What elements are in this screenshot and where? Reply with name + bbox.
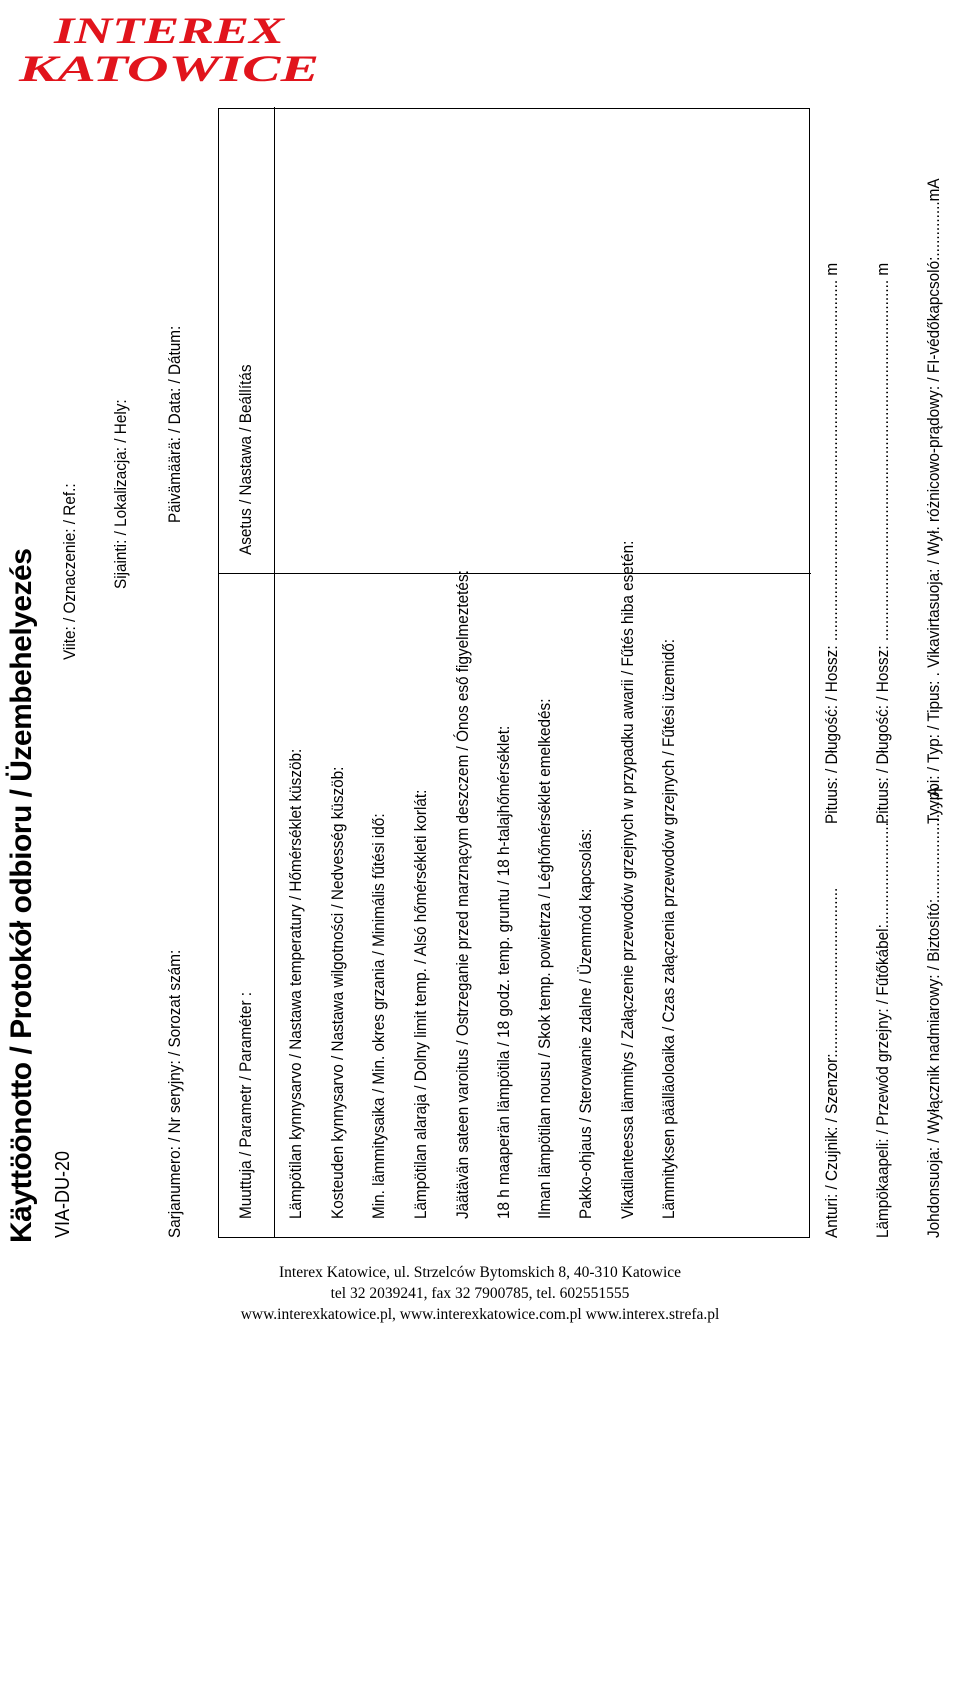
- interex-katowice-logo: [14, 10, 324, 86]
- document-code: VIA-DU-20: [52, 1150, 74, 1238]
- table-row: Jäätävän sateen varoitus / Ostrzeganie przed marznącym deszczem / Ónos eső figyelmeztetés:: [453, 570, 472, 1219]
- ref-label: Viite: / Oznaczenie: / Ref.:: [60, 483, 79, 660]
- rotated-form: [0, 98, 950, 1243]
- table-row: 18 h maaperän lämpötila / 18 godz. temp. gruntu / 18 h-talajhőmérséklet:: [494, 725, 513, 1219]
- footer-websites: www.interexkatowice.pl, www.interexkatowice.com.pl www.interex.strefa.pl: [240, 1306, 720, 1323]
- table-row: Lämpötilan kynnysarvo / Nastawa temperatury / Hőmérséklet küszöb:: [286, 748, 305, 1219]
- footer-address: Interex Katowice, ul. Strzelców Bytomskich 8, 40-310 Katowice: [278, 1264, 682, 1281]
- cable-length-field: Pituus: / Długość: / Hossz: ..................................................................................... m: [873, 262, 892, 824]
- sensor-field: Anturi: / Czujnik: / Szenzor:.......................................: [822, 887, 841, 1238]
- table-row: Min. lämmitysaika / Min. okres grzania / Minimális fűtési idő:: [369, 813, 388, 1219]
- param-header: Muuttuja / Parametr / Paraméter :: [236, 991, 255, 1219]
- table-row: Ilman lämpötilan nousu / Skok temp. powietrza / Léghőmérséklet emelkedés:: [535, 698, 554, 1219]
- table-row: Lämmityksen päälläoloaika / Czas załączenia przewodów grzejnych / Fűtési üzemidő:: [659, 639, 678, 1219]
- table-row: Vikatilanteessa lämmitys / Załączenie przewodów grzejnych w przypadku awarii / Fűtés hiba esetén:: [618, 540, 637, 1219]
- date-label: Päivämäärä: / Data: / Dátum:: [165, 325, 184, 523]
- breaker-field: Johdonsuoja: / Wyłącznik nadmiarowy: / Biztosító:........................A: [924, 786, 943, 1238]
- logo-line-1: INTEREX: [52, 11, 286, 52]
- table-row: Lämpötilan alaraja / Dolny limit temp. / Alsó hőmérsékleti korlát:: [411, 789, 430, 1219]
- setting-header: Asetus / Nastawa / Beállítás: [236, 364, 255, 555]
- page-title: Käyttöönotto / Protokół odbioru / Üzembehelyezés: [5, 548, 38, 1243]
- cable-field: Lämpökaapeli: / Przewód grzejny: / Fűtőkábel:..........................: [873, 813, 892, 1238]
- rcd-field: Tyyppi: / Typ: / Tipus: . Vikavirtasuoja: / Wył. różnicowo-prądowy: / FI-védőkapcsoló:.............mA: [924, 178, 943, 824]
- serial-label: Sarjanumero: / Nr seryjny: / Sorozat szám:: [165, 949, 184, 1238]
- settings-table: [218, 108, 810, 1238]
- company-footer: [0, 1262, 960, 1325]
- logo-line-2: KATOWICE: [17, 49, 320, 86]
- sensor-length-field: Pituus: / Długość: / Hossz: ..................................................................................... m: [822, 262, 841, 824]
- footer-phones: tel 32 2039241, fax 32 7900785, tel. 602551555: [330, 1285, 630, 1302]
- table-row: Kosteuden kynnysarvo / Nastawa wilgotności / Nedvesség küszöb:: [328, 766, 347, 1219]
- location-label: Sijainti: / Lokalizacja: / Hely:: [111, 399, 130, 589]
- table-row: Pakko-ohjaus / Sterowanie zdalne / Üzemmód kapcsolás:: [576, 828, 595, 1219]
